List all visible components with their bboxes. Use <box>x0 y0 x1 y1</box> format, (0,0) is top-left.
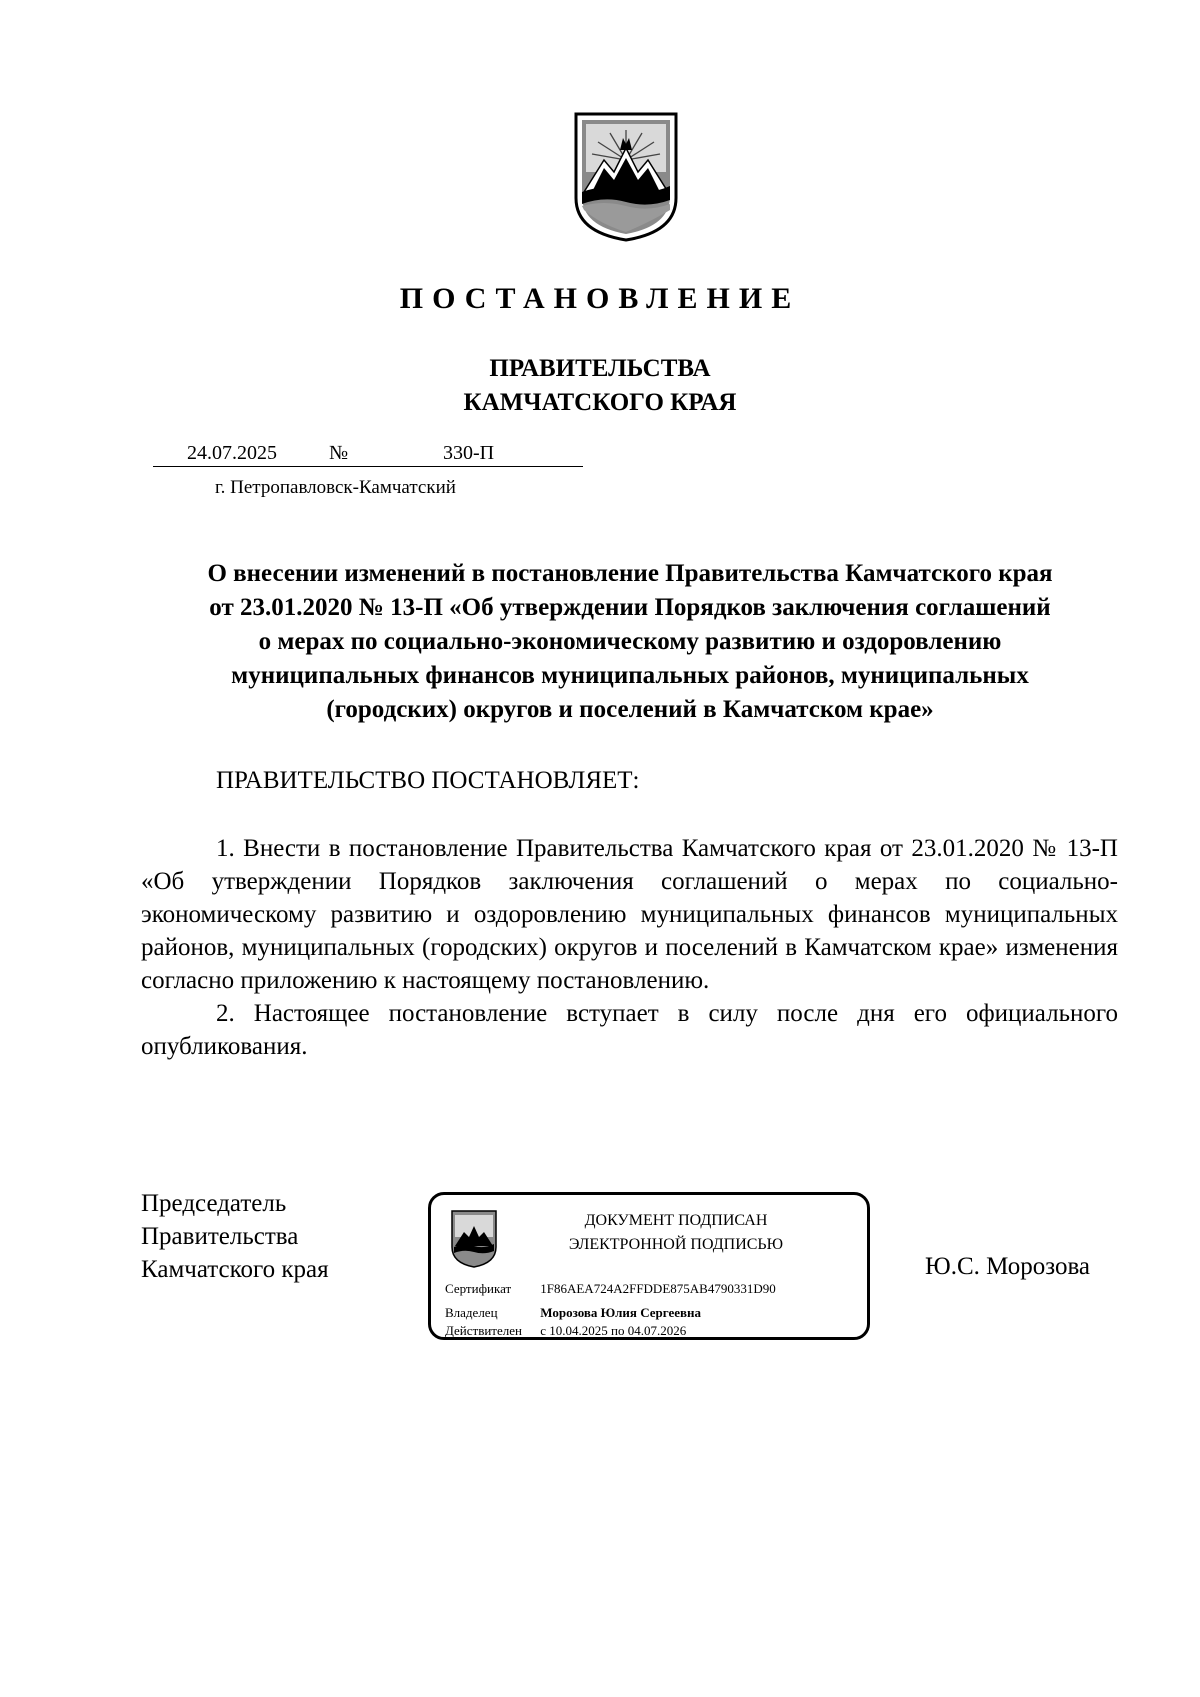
title-line: о мерах по социально-экономическому развитию и оздоровлению <box>258 628 1002 655</box>
stamp-heading-line-1: ДОКУМЕНТ ПОДПИСАН <box>584 1212 768 1229</box>
certificate-label: Сертификат <box>445 1281 512 1296</box>
validity-value: с 10.04.2025 по 04.07.2026 <box>540 1323 687 1338</box>
validity-row <box>445 1323 686 1339</box>
document-number: 330-П <box>443 442 495 464</box>
stamp-heading <box>506 1209 846 1257</box>
kamchatka-coat-of-arms-small-icon <box>449 1209 499 1269</box>
kamchatka-coat-of-arms-icon <box>570 110 682 242</box>
date-number-underline <box>153 466 583 467</box>
owner-label: Владелец <box>445 1305 498 1320</box>
owner-value: Морозова Юлия Сергеевна <box>540 1305 702 1320</box>
signer-position-line: Председатель <box>141 1190 287 1217</box>
signer-position-line: Камчатского края <box>141 1256 329 1283</box>
document-type-heading: ПОСТАНОВЛЕНИЕ <box>399 282 801 315</box>
title-line: муниципальных финансов муниципальных районов, муниципальных <box>231 662 1029 689</box>
stamp-heading-line-2: ЭЛЕКТРОННОЙ ПОДПИСЬЮ <box>568 1236 784 1253</box>
authority-line-1: ПРАВИТЕЛЬСТВА <box>489 355 711 382</box>
signer-position <box>141 1187 329 1286</box>
owner-row <box>445 1305 701 1321</box>
title-line: от 23.01.2020 № 13-П «Об утверждении Порядков заключения соглашений <box>209 594 1051 621</box>
certificate-row <box>445 1281 776 1297</box>
authority-line-2: КАМЧАТСКОГО КРАЯ <box>463 389 737 416</box>
electronic-signature-stamp <box>428 1192 870 1340</box>
body-paragraph-1: 1. Внести в постановление Правительства Камчатского края от 23.01.2020 № 13-П «Об утверждении Порядков заключения соглашений о мерах по социально-экономическому развитию и оздоровлению муниципальных финансов муниципальных районов, муниципальных (городских) округов и поселений в Камчатском крае» изменения согласно приложению к настоящему постановлению. <box>141 835 1118 994</box>
number-sign: № <box>329 442 349 464</box>
issuing-authority <box>0 352 1200 420</box>
signer-name: Ю.С. Морозова <box>925 1253 1091 1280</box>
signer-position-line: Правительства <box>141 1223 299 1250</box>
document-title <box>140 557 1120 727</box>
body-paragraph-2: 2. Настоящее постановление вступает в силу после дня его официального опубликования. <box>141 1000 1118 1060</box>
document-date: 24.07.2025 <box>187 442 277 464</box>
certificate-value: 1F86AEA724A2FFDDE875AB4790331D90 <box>540 1281 776 1296</box>
title-line: (городских) округов и поселений в Камчатском крае» <box>326 696 934 723</box>
preamble: ПРАВИТЕЛЬСТВО ПОСТАНОВЛЯЕТ: <box>216 767 640 794</box>
document-body <box>141 832 1118 1063</box>
title-line: О внесении изменений в постановление Правительства Камчатского края <box>207 560 1053 587</box>
validity-label: Действителен <box>445 1323 522 1338</box>
city: г. Петропавловск-Камчатский <box>215 477 456 498</box>
date-number-row <box>153 442 583 470</box>
